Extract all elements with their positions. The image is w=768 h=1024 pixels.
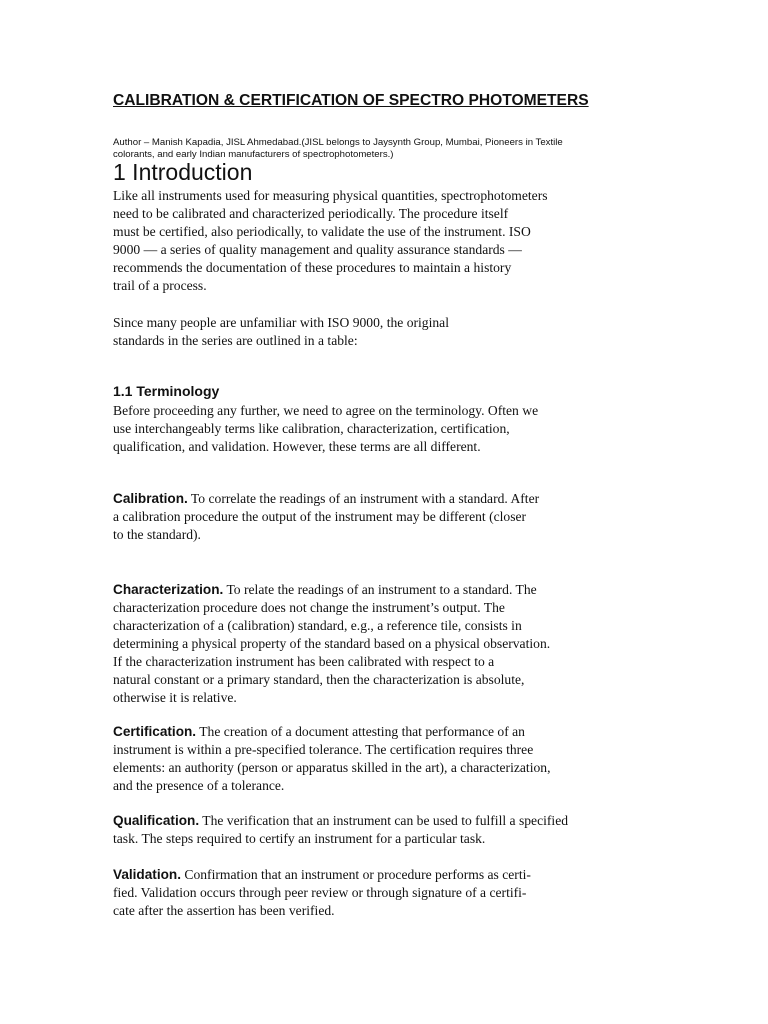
- term-label: Qualification.: [113, 813, 200, 828]
- terminology-paragraph: [113, 402, 538, 456]
- intro-paragraph: [113, 187, 548, 295]
- text-line: need to be calibrated and characterized periodically. The procedure itself: [113, 206, 509, 221]
- author-line: Author – Manish Kapadia, JISL Ahmedabad.(JISL belongs to Jaysynth Group, Mumbai, Pioneers in Textile: [113, 137, 563, 148]
- iso-paragraph: [113, 314, 449, 350]
- text-line: use interchangeably terms like calibration, characterization, certification,: [113, 421, 510, 436]
- text-line: 9000 — a series of quality management and quality assurance standards —: [113, 242, 522, 257]
- text-line: to the standard).: [113, 527, 201, 542]
- definition-certification: [113, 723, 550, 795]
- text-line: elements: an authority (person or apparatus skilled in the art), a characterization,: [113, 760, 551, 775]
- text-line: Since many people are unfamiliar with ISO 9000, the original: [113, 315, 449, 330]
- text-line: The creation of a document attesting that performance of an: [196, 724, 525, 739]
- text-line: Like all instruments used for measuring physical quantities, spectrophotometers: [113, 188, 548, 203]
- text-line: If the characterization instrument has been calibrated with respect to a: [113, 654, 495, 669]
- author-line: colorants, and early Indian manufacturers of spectrophotometers.): [113, 148, 394, 160]
- term-label: Characterization.: [113, 582, 224, 597]
- definition-qualification: [113, 812, 568, 848]
- definition-calibration: [113, 490, 539, 544]
- text-line: qualification, and validation. However, these terms are all different.: [113, 439, 481, 454]
- text-line: Before proceeding any further, we need to agree on the terminology. Often we: [113, 403, 539, 418]
- term-label: Validation.: [113, 867, 181, 882]
- document-title: CALIBRATION & CERTIFICATION OF SPECTRO PHOTOMETERS: [113, 92, 589, 109]
- definition-characterization: [113, 581, 550, 707]
- term-label: Certification.: [113, 724, 197, 739]
- text-line: Confirmation that an instrument or procedure performs as certi-: [180, 867, 531, 882]
- text-line: recommends the documentation of these procedures to maintain a history: [113, 260, 512, 275]
- author-note: [113, 137, 633, 160]
- text-line: task. The steps required to certify an instrument for a particular task.: [113, 831, 486, 846]
- text-line: fied. Validation occurs through peer review or through signature of a certifi-: [113, 885, 527, 900]
- text-line: determining a physical property of the standard based on a physical observation.: [113, 636, 551, 651]
- definition-validation: [113, 866, 531, 920]
- text-line: otherwise it is relative.: [113, 690, 237, 705]
- text-line: trail of a process.: [113, 278, 207, 293]
- text-line: must be certified, also periodically, to validate the use of the instrument. ISO: [113, 224, 531, 239]
- text-line: The verification that an instrument can be used to fulfill a specified: [199, 813, 569, 828]
- text-line: instrument is within a pre-specified tolerance. The certification requires three: [113, 742, 534, 757]
- text-line: characterization procedure does not change the instrument’s output. The: [113, 600, 505, 615]
- text-line: standards in the series are outlined in a table:: [113, 333, 358, 348]
- term-label: Calibration.: [113, 491, 188, 506]
- section-heading-introduction: 1 Introduction: [113, 159, 253, 185]
- text-line: To correlate the readings of an instrument with a standard. After: [187, 491, 540, 506]
- text-line: and the presence of a tolerance.: [113, 778, 285, 793]
- text-line: characterization of a (calibration) standard, e.g., a reference tile, consists in: [113, 618, 522, 633]
- section-heading-terminology: 1.1 Terminology: [113, 383, 220, 399]
- text-line: To relate the readings of an instrument to a standard. The: [223, 582, 537, 597]
- text-line: cate after the assertion has been verified.: [113, 903, 335, 918]
- text-line: natural constant or a primary standard, then the characterization is absolute,: [113, 672, 525, 687]
- text-line: a calibration procedure the output of the instrument may be different (closer: [113, 509, 527, 524]
